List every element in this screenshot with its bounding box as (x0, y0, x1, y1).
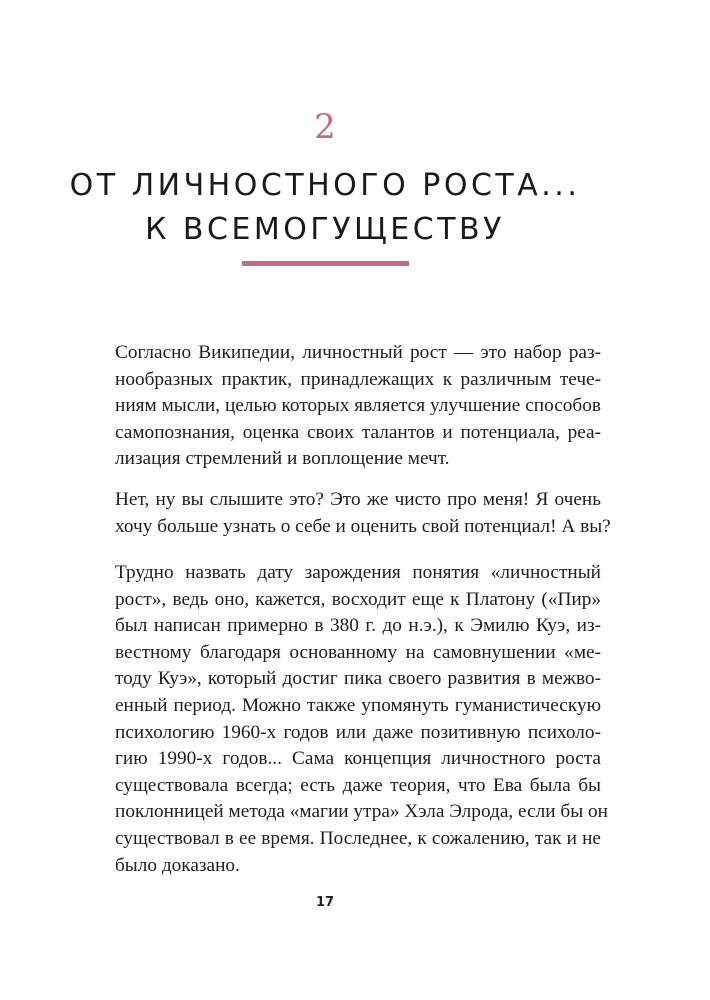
chapter-title (0, 164, 650, 252)
paragraph-line: поклонницей метода «магии утра» Хэла Элрода, если бы он (115, 801, 608, 823)
chapter-title-line-2: К ВСЕМОГУЩЕСТВУ (145, 212, 505, 247)
chapter-number: 2 (314, 107, 336, 147)
paragraph-line: нообразных практик, принадлежащих к различным тече- (115, 368, 601, 390)
paragraph-line: было доказано. (115, 854, 240, 876)
chapter-title-line-1: ОТ ЛИЧНОСТНОГО РОСТА... (69, 168, 581, 203)
paragraph-line: Нет, ну вы слышите это? Это же чисто про меня! Я очень (115, 489, 601, 510)
paragraph-line: рост», ведь оно, кажется, восходит еще к Платону («Пир» (115, 588, 601, 610)
paragraph-line: гию 1990-х годов... Сама концепция личностного роста (115, 748, 601, 770)
paragraph-line: Трудно назвать дату зарождения понятия «личностный (115, 562, 601, 583)
paragraph-line: енный период. Можно также упомянуть гуманистическую (115, 694, 601, 716)
paragraph-line: хочу больше узнать о себе и оценить свой потенциал! А вы? (115, 515, 611, 537)
paragraph-3 (115, 560, 608, 879)
paragraph-line: вестному благодаря основанному на самовнушении «ме- (115, 641, 601, 663)
page-number: 17 (315, 895, 335, 910)
paragraph-line: ниям мысли, целью которых является улучшение способов (115, 395, 601, 417)
paragraph-line: был написан примерно в 380 г. до н.э.), к Эмилю Куэ, из- (115, 615, 601, 637)
paragraph-line: тоду Куэ», который достиг пика своего развития в межво- (115, 668, 601, 690)
paragraph-1 (115, 340, 601, 473)
paragraph-line: существовала всегда; есть даже теория, что Ева была бы (115, 774, 601, 796)
paragraph-line: самопознания, оценка своих талантов и потенциала, реа- (115, 421, 601, 443)
paragraph-line: психологию 1960-х годов или даже позитивную психоло- (115, 721, 601, 743)
title-divider (242, 261, 409, 266)
paragraph-line: Согласно Википедии, личностный рост — это набор раз- (115, 342, 601, 363)
paragraph-line: лизация стремлений и воплощение мечт. (115, 448, 450, 470)
paragraph-2 (115, 487, 611, 540)
paragraph-line: существовал в ее время. Последнее, к сожалению, так и не (115, 827, 601, 849)
